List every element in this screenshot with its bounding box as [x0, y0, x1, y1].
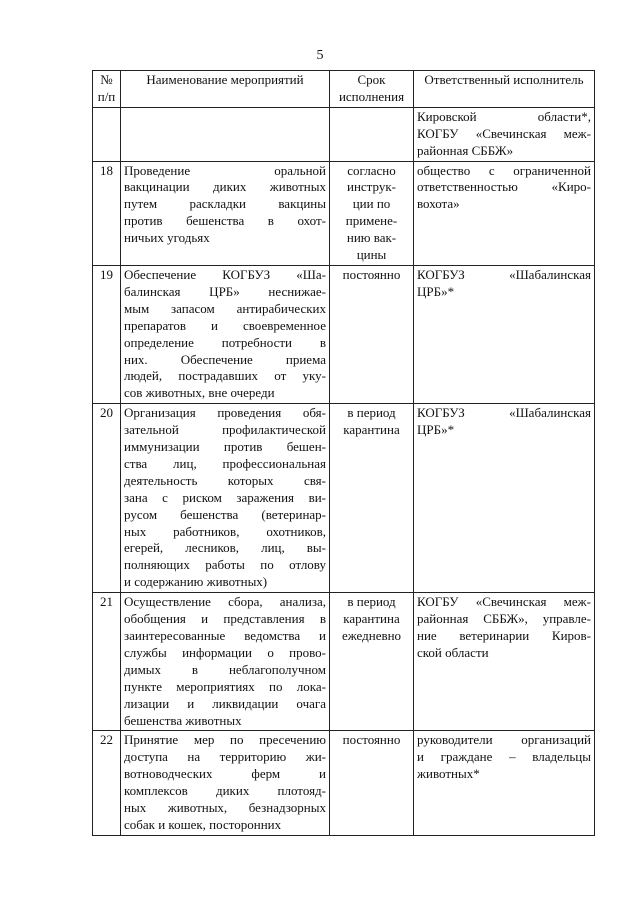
responsible-executor-line: ответственностью «Киро- — [417, 179, 591, 195]
measure-name-line: ных животных, безнадзорных — [124, 800, 326, 816]
responsible-executor — [414, 593, 595, 731]
responsible-executor-line: районная СББЖ» — [417, 142, 514, 158]
measure-name-line: них. Обеспечение приема — [124, 351, 326, 367]
measure-name-line: против бешенства в охот- — [124, 213, 326, 229]
measures-table — [92, 70, 595, 836]
measure-name-line: собак и кошек, посторонних — [124, 816, 282, 832]
execution-term — [330, 265, 414, 403]
execution-term-line: постоянно — [342, 732, 401, 748]
measure-name — [121, 107, 330, 161]
responsible-executor-line: общество с ограниченной — [417, 162, 591, 178]
measure-name-line: зана с риском заражения ви- — [124, 489, 326, 505]
row-number: 22 — [93, 731, 121, 835]
measure-name-line: Проведение оральной — [124, 162, 326, 178]
execution-term — [330, 731, 414, 835]
page-number: 5 — [316, 48, 324, 63]
responsible-executor-line: ЦРБ»* — [417, 283, 455, 299]
measure-name-line: и содержанию животных) — [124, 574, 268, 590]
measure-name-line: препаратов и своевременное — [124, 317, 326, 333]
responsible-executor-line: Кировской области*, — [417, 108, 591, 124]
execution-term — [330, 404, 414, 593]
responsible-executor-line: КОГБУ «Свечинская меж- — [417, 125, 591, 141]
measure-name — [121, 593, 330, 731]
measure-name-line: комплексов диких плотояд- — [124, 783, 326, 799]
measure-name-line: ничьих угодьях — [124, 230, 210, 246]
execution-term — [330, 161, 414, 265]
measure-name-line: определение потребности в — [124, 334, 326, 350]
responsible-executor — [414, 107, 595, 161]
responsible-executor-line: районная СББЖ», управле- — [417, 611, 591, 627]
measure-name-line: егерей, лесников, лиц, вы- — [124, 540, 326, 556]
measure-name-line: сов животных, вне очереди — [124, 385, 275, 401]
measure-name-line: русом бешенства (ветеринар- — [124, 506, 326, 522]
measure-name-line: заинтересованные ведомства и — [124, 628, 326, 643]
responsible-executor-line: вохота» — [417, 196, 460, 212]
execution-term-line: карантина — [343, 422, 400, 438]
measure-name-line: лизации и ликвидации очага — [124, 695, 326, 711]
table-row — [93, 107, 595, 161]
measure-name-line: зательной профилактической — [124, 422, 326, 438]
responsible-executor-line: ской области — [417, 644, 489, 660]
table-header-row — [93, 71, 595, 108]
execution-term-line: в период — [347, 405, 396, 421]
header-name: Наименование мероприятий — [121, 71, 330, 108]
measure-name-line: Осуществление сбора, анализа, — [124, 594, 326, 610]
measure-name-line: пункте мероприятиях по лока- — [124, 678, 326, 694]
measure-name-line: полняющих работы по отлову — [124, 557, 326, 573]
execution-term-line: примене- — [345, 213, 398, 229]
responsible-executor-line: КОГБУЗ «Шабалинская — [417, 266, 591, 282]
measure-name-line: службы информации о прово- — [124, 644, 326, 660]
execution-term-line: карантина — [343, 611, 400, 627]
measure-name-line: вакцинации диких животных — [124, 179, 326, 195]
execution-term-line: ции по — [352, 196, 391, 212]
measure-name-line: вотноводческих ферм и — [124, 766, 326, 782]
measure-name-line: доступа на территорию жи- — [124, 749, 326, 765]
table-row — [93, 404, 595, 593]
responsible-executor-line: КОГБУ «Свечинская меж- — [417, 594, 591, 610]
execution-term-line: нию вак- — [346, 230, 397, 246]
execution-term — [330, 593, 414, 731]
table-row — [93, 731, 595, 835]
responsible-executor — [414, 161, 595, 265]
row-number: 21 — [93, 593, 121, 731]
responsible-executor-line: ЦРБ»* — [417, 422, 455, 438]
measure-name-line: деятельность которых свя- — [124, 472, 326, 488]
responsible-executor — [414, 731, 595, 835]
measure-name-line: балинская ЦРБ» неснижае- — [124, 283, 326, 299]
measure-name-line: мым запасом антирабических — [124, 300, 326, 316]
measure-name — [121, 731, 330, 835]
header-num: № п/п — [93, 71, 121, 108]
table-row — [93, 593, 595, 731]
table-row — [93, 265, 595, 403]
table-body — [93, 107, 595, 835]
execution-term-line: постоянно — [342, 266, 401, 282]
execution-term — [330, 107, 414, 161]
table-row — [93, 161, 595, 265]
responsible-executor-line: ние ветеринарии Киров- — [417, 628, 591, 643]
responsible-executor — [414, 404, 595, 593]
measure-name-line: Принятие мер по пресечению — [124, 732, 326, 748]
execution-term-line: ежедневно — [341, 628, 402, 643]
execution-term-line: согласно — [347, 162, 396, 178]
measure-name-line: иммунизации против бешен- — [124, 439, 326, 455]
row-number: 18 — [93, 161, 121, 265]
row-number — [93, 107, 121, 161]
measure-name — [121, 404, 330, 593]
measure-name-line: бешенства животных — [124, 712, 242, 728]
execution-term-line: цины — [356, 247, 387, 263]
measure-name — [121, 161, 330, 265]
responsible-executor-line: руководители организаций — [417, 732, 591, 748]
measure-name-line: путем раскладки вакцины — [124, 196, 326, 212]
measure-name-line: ных работников, охотников, — [124, 523, 326, 539]
measure-name-line: димых в неблагополучном — [124, 661, 326, 677]
responsible-executor — [414, 265, 595, 403]
execution-term-line: в период — [347, 594, 396, 610]
measure-name-line: Обеспечение КОГБУЗ «Ша- — [124, 266, 326, 282]
header-term: Срок исполнения — [330, 71, 414, 108]
measure-name-line: людей, пострадавших от уку- — [124, 368, 326, 384]
row-number: 20 — [93, 404, 121, 593]
measure-name-line: обобщения и представления в — [124, 611, 326, 627]
row-number: 19 — [93, 265, 121, 403]
measure-name-line: Организация проведения обя- — [124, 405, 326, 421]
measure-name — [121, 265, 330, 403]
responsible-executor-line: и граждане – владельцы — [417, 749, 591, 765]
responsible-executor-line: КОГБУЗ «Шабалинская — [417, 405, 591, 421]
header-responsible: Ответственный исполнитель — [414, 71, 595, 108]
execution-term-line: инструк- — [347, 179, 396, 195]
responsible-executor-line: животных* — [417, 766, 480, 782]
measure-name-line: ства лиц, профессиональная — [124, 455, 326, 471]
